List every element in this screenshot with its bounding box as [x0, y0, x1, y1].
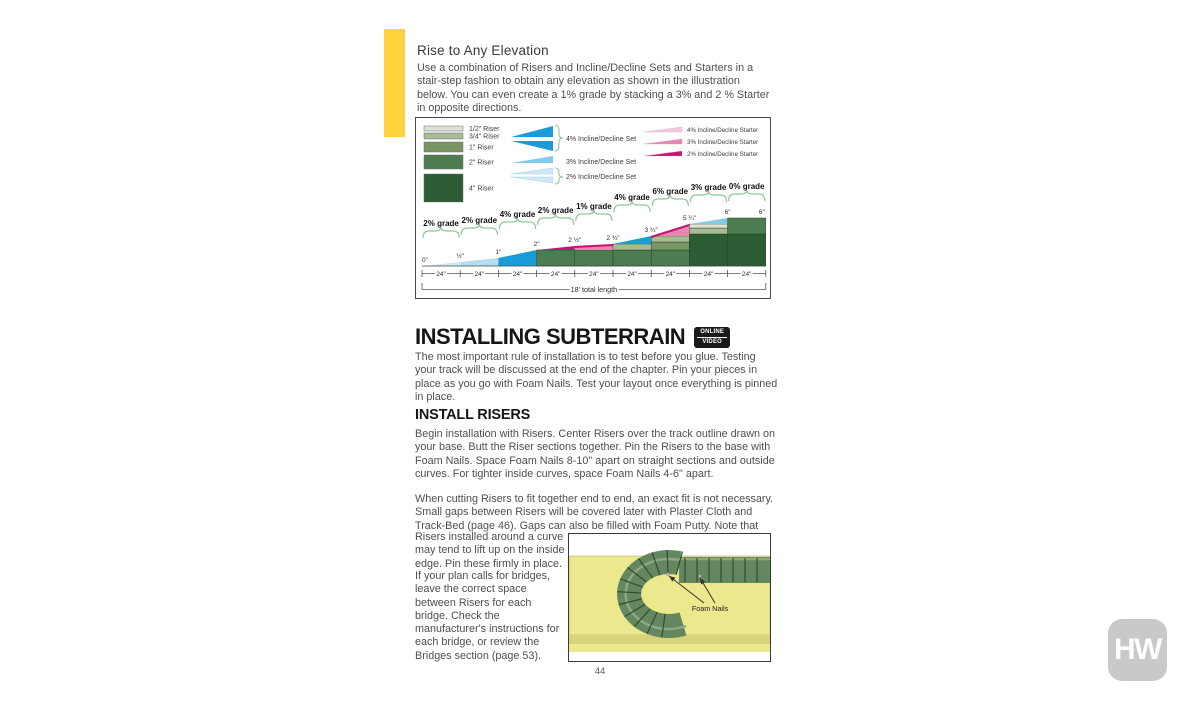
riser-stack-band [651, 236, 689, 242]
height-label: 2" [533, 241, 540, 248]
incline-set-label: 3% Incline/Decline Set [566, 159, 637, 166]
elevation-diagram-svg [416, 118, 770, 298]
height-label: 1" [495, 249, 502, 256]
riser-stack-band [537, 250, 575, 266]
elevation-diagram [415, 117, 771, 299]
badge-line-online: ONLINE [700, 328, 725, 335]
segment-length-label: 24" [512, 271, 523, 278]
height-label: 3 ¾" [644, 227, 658, 234]
grade-label: 4% grade [614, 193, 650, 202]
riser-stack-band [689, 224, 727, 228]
page-number: 44 [594, 666, 606, 677]
segment-length-label: 24" [550, 271, 561, 278]
grade-label: 2% grade [461, 216, 498, 225]
grade-brace [461, 224, 497, 235]
riser-legend-label: 3/4" Riser [469, 133, 500, 141]
riser-block-tick [667, 550, 668, 574]
incline-set-wedge [511, 177, 553, 183]
legend-brace [555, 125, 563, 151]
riser-swatch [424, 174, 463, 202]
riser-stack-band [728, 234, 766, 266]
riser-swatch [424, 155, 463, 169]
grade-brace [614, 201, 650, 212]
incline-set-label: 2% Incline/Decline Set [566, 174, 637, 181]
foam-nails-label: Foam Nails [691, 604, 729, 613]
height-label: 6" [724, 209, 731, 216]
riser-stack-band [689, 234, 727, 266]
riser-swatch [424, 142, 463, 152]
riser-stack-band [575, 250, 613, 266]
riser-legend-label: 2" Riser [469, 159, 494, 167]
grade-brace [499, 218, 535, 229]
grade-label: 3% grade [690, 183, 727, 192]
yellow-accent-bar [384, 29, 405, 137]
grade-label: 0% grade [728, 182, 765, 191]
grade-brace [652, 195, 688, 206]
starter-wedge [644, 127, 682, 132]
grade-label: 6% grade [652, 187, 689, 196]
starter-wedge [644, 139, 682, 144]
riser-stack-band [613, 250, 651, 266]
starter-label: 2% Incline/Decline Starter [687, 151, 759, 158]
grade-label: 2% grade [423, 219, 459, 228]
foam-nail-pin [699, 575, 702, 578]
riser-legend-label: 1/2" Riser [469, 126, 500, 133]
installing-title: INSTALLING SUBTERRAIN [415, 324, 686, 349]
grade-brace [729, 190, 765, 201]
foam-base-front [569, 644, 770, 652]
height-label: 6" [758, 209, 765, 216]
segment-length-label: 24" [436, 271, 446, 278]
riser-legend-label: 4" Riser [469, 185, 494, 193]
grade-label: 4% grade [499, 210, 536, 219]
height-label: 0" [422, 257, 428, 264]
height-label: ½" [456, 253, 465, 260]
online-video-badge [694, 327, 730, 348]
incline-set-wedge [511, 168, 553, 174]
riser-swatch [424, 126, 463, 131]
height-label: 5 ¼" [682, 215, 696, 222]
incline-set-wedge [511, 156, 553, 163]
incline-set-wedge [511, 126, 553, 137]
rise-section-title: Rise to Any Elevation [417, 43, 549, 58]
hw-watermark-logo: HW [1108, 619, 1167, 681]
height-label: 2 ½" [568, 237, 582, 244]
install-risers-paragraph-2: When cutting Risers to fit together end to end, an exact fit is not necessary. Small gaps between Risers will be covered later with Plaster Cloth and Track-Bed (page 46). Gaps can also be filled with Foam Putty. Note that [415, 493, 774, 532]
install-risers-paragraph-1: Begin installation with Risers. Center Risers over the track outline drawn on your base. Butt the Riser sections together. Pin the Risers to the base with Foam Nails. Space Foam Nails 8-10" apart on straight sections and outside curves. For tighter inside curves, space Foam Nails 4-6" apart. [415, 428, 776, 480]
legend-brace [555, 168, 563, 184]
riser-stack-band [651, 242, 689, 250]
installing-body: The most important rule of installation is to test before you glue. Testing your track will be discussed at the end of the chapter. Pin your pieces in place as you go with Foam Nails. Test your layout once everything is pinned in place. [415, 351, 778, 403]
total-length-label: 18' total length [570, 285, 618, 294]
grade-wedge [460, 258, 498, 266]
rise-section-body: Use a combination of Risers and Incline/Decline Sets and Starters in a stair-step fashion to obtain any elevation as shown in the illustration below. You can even create a 1% grade by stacking a 3% and 2 % Starter in opposite directions. [417, 62, 770, 114]
riser-stack-band [613, 244, 651, 250]
foam-nails-figure [568, 533, 771, 662]
riser-swatch [424, 133, 463, 139]
install-risers-paragraph-3: If your plan calls for bridges, leave the correct space between Risers for each bridge. Check the manufacturer's instructions for each bridge, or review the Bridges section (page 53). [415, 570, 560, 662]
riser-stack-band [728, 218, 766, 234]
badge-line-video: VIDEO [697, 337, 727, 346]
installing-heading-row [415, 324, 730, 350]
segment-length-label: 24" [741, 271, 752, 278]
grade-brace [690, 191, 726, 202]
install-risers-paragraph-2-wrap: Risers installed around a curve may tend to lift up on the inside edge. Pin these firmly in place. [415, 531, 565, 570]
foam-nails-figure-svg [569, 534, 770, 661]
grade-wedge [537, 246, 575, 250]
grade-brace [576, 210, 612, 221]
segment-length-label: 24" [627, 271, 637, 278]
grade-brace [538, 214, 574, 225]
grade-label: 2% grade [537, 206, 574, 215]
height-label: 2 ¾" [606, 235, 620, 242]
segment-length-label: 24" [665, 271, 676, 278]
starter-label: 4% Incline/Decline Starter [687, 127, 759, 134]
riser-stack-band [689, 228, 727, 234]
incline-set-wedge [511, 141, 553, 151]
segment-length-label: 24" [474, 271, 485, 278]
starter-wedge [644, 151, 682, 156]
segment-length-label: 24" [589, 271, 599, 278]
segment-length-label: 24" [703, 271, 714, 278]
install-risers-title: INSTALL RISERS [415, 407, 531, 423]
riser-stack-band [651, 250, 689, 266]
grade-wedge [498, 250, 536, 266]
grade-brace [423, 227, 459, 238]
foam-nail-pin [667, 573, 670, 576]
riser-legend-label: 1" Riser [469, 144, 494, 152]
incline-set-label: 4% Incline/Decline Set [566, 136, 637, 143]
grade-label: 1% grade [576, 202, 612, 211]
starter-label: 3% Incline/Decline Starter [687, 139, 759, 146]
